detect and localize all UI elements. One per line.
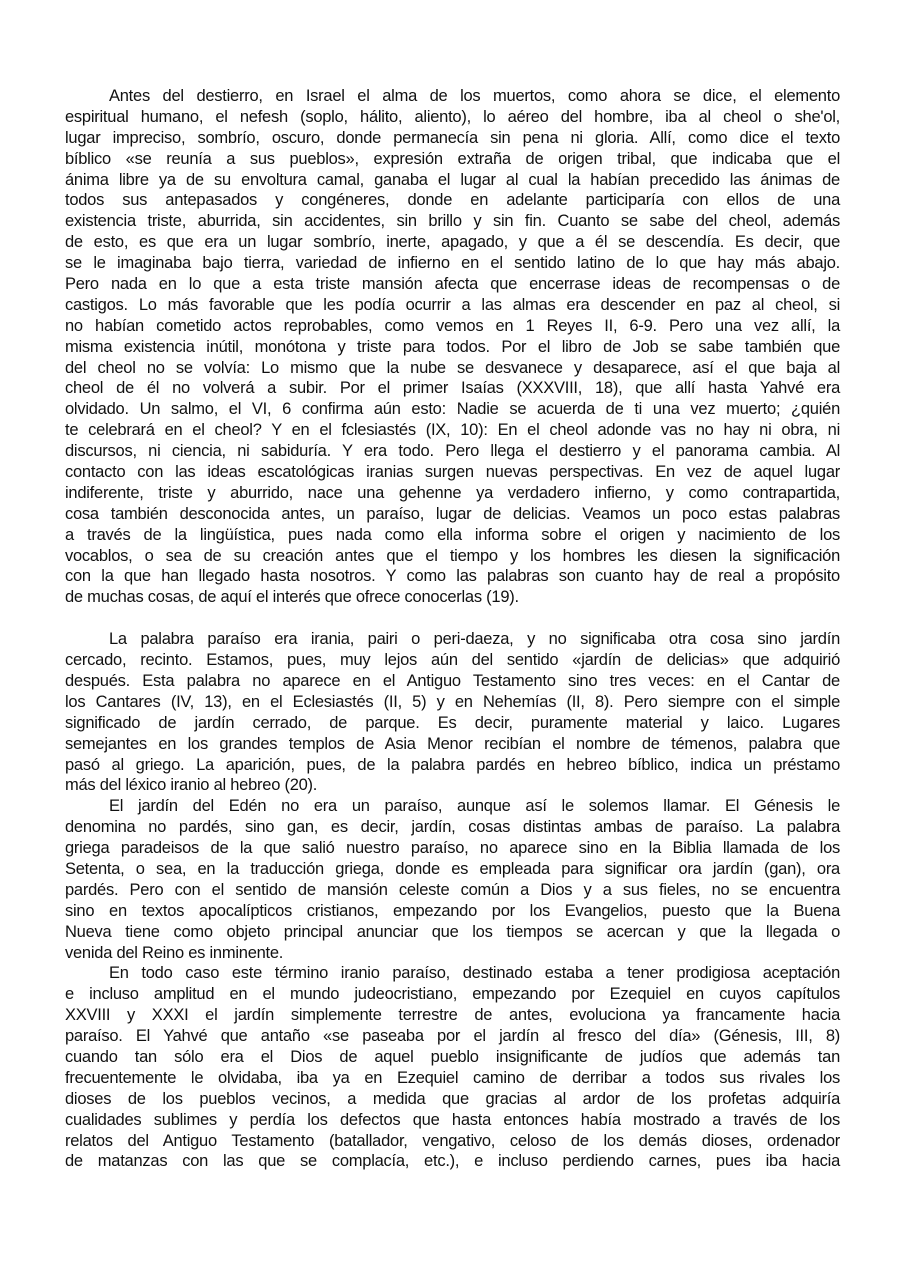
- text-line: cercado, recinto. Estamos, pues, muy lejos aún del sentido «jardín de delicias» que adquirió: [65, 651, 840, 670]
- text-line: pasó al griego. La aparición, pues, de la palabra pardés en hebreo bíblico, indica un préstamo: [65, 755, 840, 774]
- text-line: El jardín del Edén no era un paraíso, aunque así le solemos llamar. El Génesis le: [109, 797, 840, 816]
- paragraph-3: [65, 796, 840, 963]
- text-line: del cheol no se volvía: Lo mismo que la nube se desvanece y desaparece, así el que baja al: [65, 358, 840, 377]
- text-line: griega paradeisos de la que salió nuestro paraíso, no aparece sino en la Biblia llamada de los: [65, 839, 840, 858]
- text-line: discursos, ni ciencia, ni sabiduría. Y era todo. Pero llega el destierro y el panorama cambia. Al: [65, 442, 840, 461]
- text-line: castigos. Lo más favorable que les podía ocurrir a las almas era descender en paz al cheol, si: [65, 295, 840, 314]
- text-line: contacto con las ideas escatológicas iranias surgen nuevas perspectivas. En vez de aquel lugar: [65, 463, 840, 482]
- text-line: e incluso amplitud en el mundo judeocristiano, empezando por Ezequiel en cuyos capítulos: [65, 985, 840, 1004]
- text-line: más del léxico iranio al hebreo (20).: [65, 776, 318, 795]
- text-line: cheol de él no volverá a subir. Por el primer Isaías (XXXVIII, 18), que allí hasta Yahvé era: [65, 379, 840, 398]
- text-line: Antes del destierro, en Israel el alma de los muertos, como ahora se dice, el elemento: [109, 87, 840, 105]
- text-line: dioses de los pueblos vecinos, a medida que gracias al ardor de los profetas adquiría: [65, 1089, 840, 1108]
- text-line: vocablos, o sea de su creación antes que el tiempo y los hombres les diesen la significación: [65, 546, 840, 565]
- text-line: Setenta, o sea, en la traducción griega, donde es empleada para significar ora jardín (gan), ora: [65, 859, 840, 878]
- text-line: te celebrará en el cheol? Y en el fclesiastés (IX, 10): En el cheol adonde vas no hay ni obra, ni: [65, 421, 840, 440]
- text-line: de esto, es que era un lugar sombrío, inerte, apagado, y que a él se descendía. Es decir, que: [65, 233, 840, 252]
- text-line: espiritual humano, el nefesh (soplo, hálito, aliento), lo aéreo del hombre, iba al cheol o she'ol,: [65, 107, 840, 126]
- text-line: venida del Reino es inminente.: [65, 943, 284, 962]
- text-line: semejantes en los grandes templos de Asia Menor recibían el nombre de témenos, palabra que: [65, 734, 840, 753]
- text-line: XXVIII y XXXI el jardín simplemente terrestre de antes, evoluciona ya francamente hacia: [65, 1006, 840, 1025]
- text-line: lugar impreciso, sombrío, oscuro, donde permanecía sin pena ni gloria. Allí, como dice el texto: [65, 128, 840, 147]
- paragraph-4: [65, 963, 840, 1172]
- text-line: misma existencia inútil, monótona y triste para todos. Por el libro de Job se sabe también que: [65, 337, 840, 356]
- text-line: olvidado. Un salmo, el VI, 6 confirma aún esto: Nadie se acuerda de ti una vez muerto; ¿quién: [65, 400, 840, 419]
- text-line: existencia triste, aburrida, sin accidentes, sin brillo y sin fin. Cuanto se sabe del cheol, además: [65, 212, 840, 231]
- text-line: los Cantares (IV, 13), en el Eclesiastés (II, 5) y en Nehemías (II, 8). Pero siempre con el simple: [65, 692, 840, 711]
- text-line: cuando tan sólo era el Dios de aquel pueblo insignificante de judíos que además tan: [65, 1047, 840, 1066]
- text-line: relatos del Antiguo Testamento (batallador, vengativo, celoso de los demás dioses, ordenador: [65, 1131, 840, 1150]
- text-line: ánima libre ya de su envoltura camal, ganaba el lugar al cual la habían precedido las ánimas de: [65, 170, 840, 189]
- text-line: frecuentemente le olvidaba, iba ya en Ezequiel camino de derribar a todos sus rivales los: [65, 1068, 840, 1087]
- text-line: sino en textos apocalípticos cristianos, empezando por los Evangelios, puesto que la Buena: [65, 901, 840, 920]
- document-page: [65, 86, 840, 1172]
- text-line: no habían cometido actos reprobables, como vemos en 1 Reyes II, 6-9. Pero una vez allí, la: [65, 316, 840, 335]
- text-line: pardés. Pero con el sentido de mansión celeste común a Dios y a sus fieles, no se encuentra: [65, 880, 840, 899]
- text-line: denomina no pardés, sino gan, es decir, jardín, cosas distintas ambas de paraíso. La palabra: [65, 818, 840, 837]
- text-line: paraíso. El Yahvé que antaño «se paseaba por el jardín al fresco del día» (Génesis, III, 8): [65, 1027, 840, 1046]
- text-line: indiferente, triste y aburrido, nace una gehenne ya verdadero infierno, y como contrapartida,: [65, 483, 840, 502]
- text-line: Nueva tiene como objeto principal anunciar que los tiempos se acercan y que la llegada o: [65, 922, 840, 941]
- text-line: La palabra paraíso era irania, pairi o peri-daeza, y no significaba otra cosa sino jardín: [109, 630, 840, 649]
- text-line: significado de jardín cerrado, de parque. Es decir, puramente material y laico. Lugares: [65, 713, 840, 732]
- text-line: Pero nada en lo que a esta triste mansión afecta que encerrase ideas de recompensas o de: [65, 275, 840, 294]
- text-line: de matanzas con las que se complacía, etc.), e incluso perdiendo carnes, pues iba hacia: [65, 1152, 840, 1171]
- text-line: después. Esta palabra no aparece en el Antiguo Testamento sino tres veces: en el Cantar de: [65, 671, 840, 690]
- text-line: se le imaginaba bajo tierra, variedad de infierno en el sentido latino de lo que hay más abajo.: [65, 254, 840, 273]
- text-line: En todo caso este término iranio paraíso, destinado estaba a tener prodigiosa aceptación: [109, 964, 840, 983]
- text-line: cosa también desconocida antes, un paraíso, lugar de delicias. Veamos un poco estas palabras: [65, 504, 840, 523]
- paragraph-1: [65, 86, 840, 608]
- text-line: cualidades sublimes y perdía los defectos que hasta entonces había mostrado a través de los: [65, 1110, 840, 1129]
- text-line: a través de la lingüística, pues nada como ella informa sobre el origen y nacimiento de los: [65, 525, 840, 544]
- paragraph-2: [65, 629, 840, 796]
- text-line: todos sus antepasados y congéneres, donde en adelante participaría con ellos de una: [65, 191, 840, 210]
- text-line: bíblico «se reunía a sus pueblos», expresión extraña de origen tribal, que indicaba que el: [65, 149, 840, 168]
- text-line: con la que han llegado hasta nosotros. Y como las palabras son cuanto hay de real a propósito: [65, 567, 840, 586]
- text-line: de muchas cosas, de aquí el interés que ofrece conocerlas (19).: [65, 588, 519, 607]
